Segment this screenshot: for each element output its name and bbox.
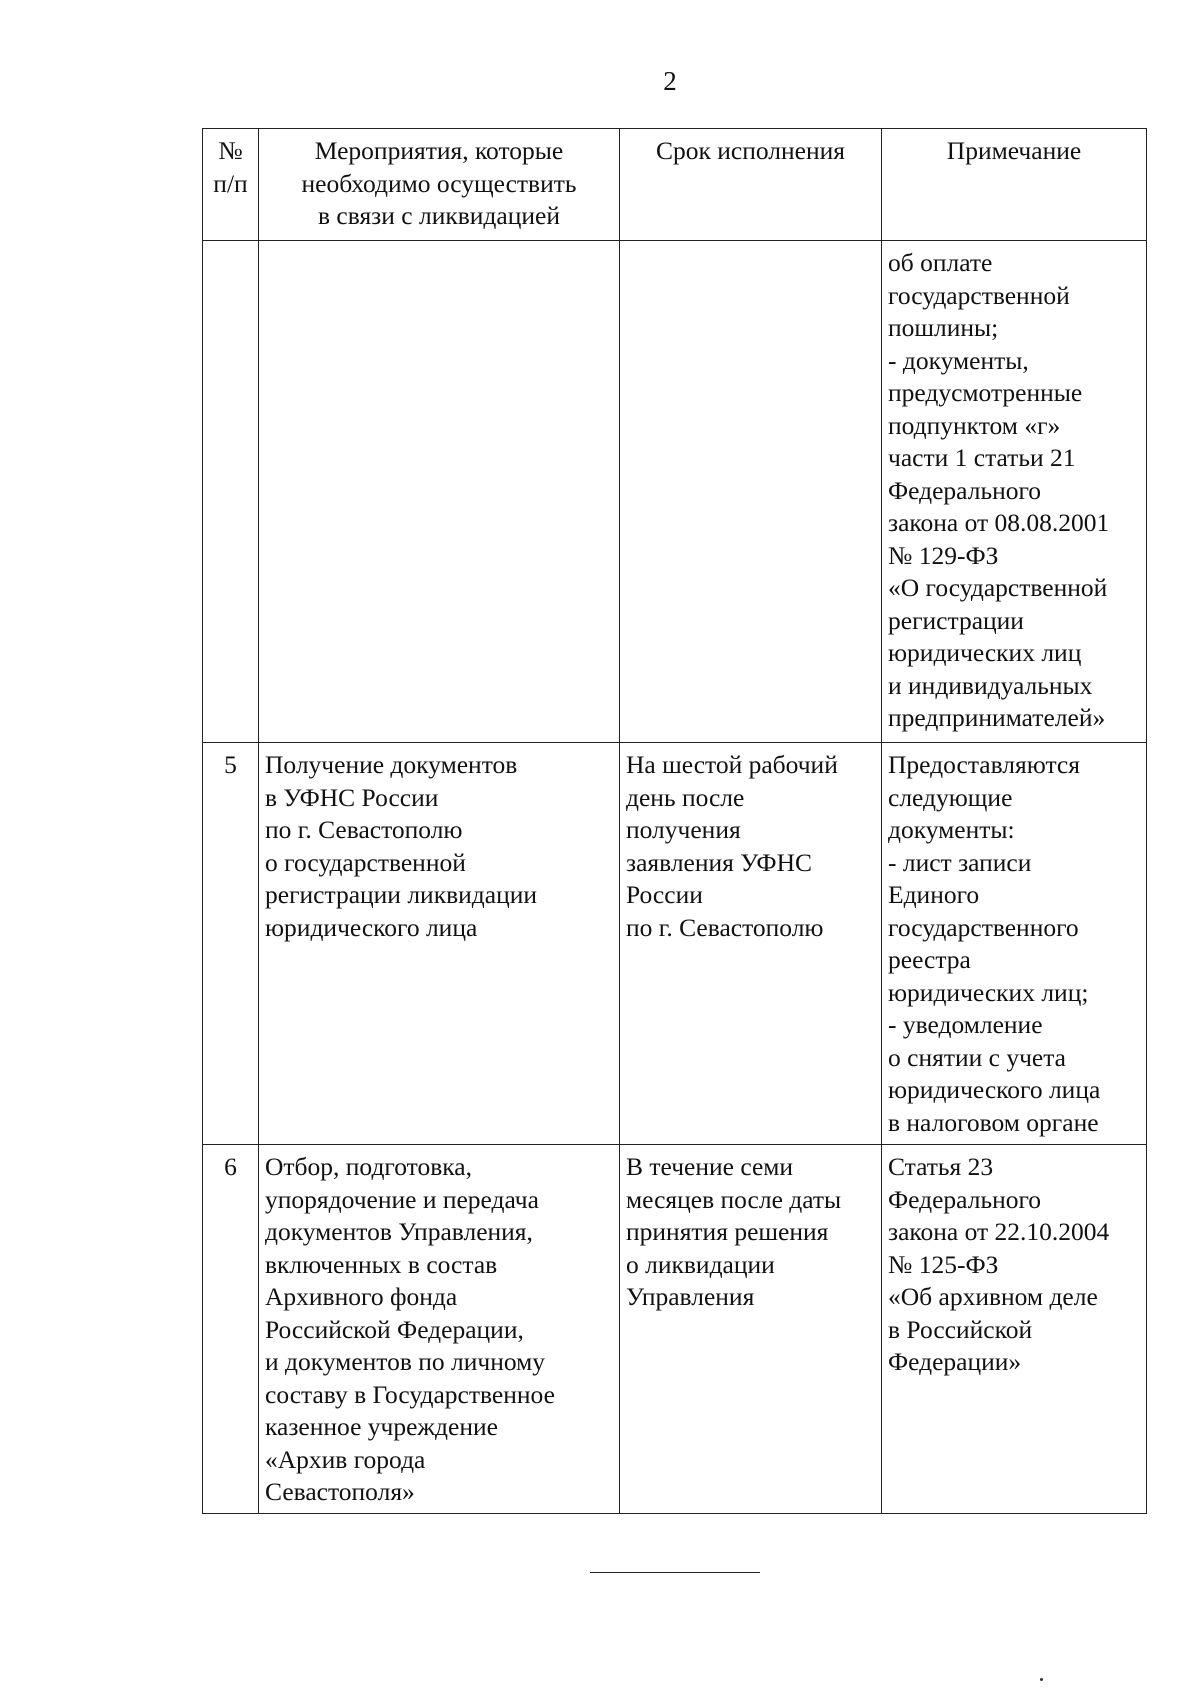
table-header-row xyxy=(203,129,1147,241)
header-number: № п/п xyxy=(203,129,259,241)
row-deadline: В течение семи месяцев после даты принятия решения о ликвидации Управления xyxy=(620,1145,882,1514)
page-number: 2 xyxy=(663,66,677,96)
header-actions: Мероприятия, которые необходимо осуществить в связи с ликвидацией xyxy=(259,129,620,241)
row-action: Отбор, подготовка, упорядочение и передача документов Управления, включенных в состав Архивного фонда Российской Федерации, и документов по личному составу в Государственное казенное учреждение «Архив города Севастополя» xyxy=(259,1145,620,1514)
row-number: 5 xyxy=(203,743,259,1145)
table-row xyxy=(203,743,1147,1145)
table-row xyxy=(203,241,1147,743)
row-action: Получение документов в УФНС России по г. Севастополю о государственной регистрации ликвидации юридического лица xyxy=(259,743,620,1145)
row-number xyxy=(203,241,259,743)
table-row xyxy=(203,1145,1147,1514)
header-deadline: Срок исполнения xyxy=(620,129,882,241)
row-deadline xyxy=(620,241,882,743)
header-note: Примечание xyxy=(882,129,1147,241)
row-number: 6 xyxy=(203,1145,259,1514)
scan-speck xyxy=(1040,1678,1043,1681)
row-deadline: На шестой рабочий день после получения заявления УФНС России по г. Севастополю xyxy=(620,743,882,1145)
row-note: Предоставляются следующие документы: - лист записи Единого государственного реестра юридических лиц; - уведомление о снятии с учета юридического лица в налоговом органе xyxy=(882,743,1147,1145)
row-note: Статья 23 Федерального закона от 22.10.2004 № 125-ФЗ «Об архивном деле в Российской Федерации» xyxy=(882,1145,1147,1514)
end-of-document-rule xyxy=(590,1572,760,1573)
liquidation-plan-table xyxy=(202,128,1147,1514)
row-action xyxy=(259,241,620,743)
row-note: об оплате государственной пошлины; - документы, предусмотренные подпунктом «г» части 1 статьи 21 Федерального закона от 08.08.2001 № 129-ФЗ «О государственной регистрации юридических лиц и индивидуальных предпринимателей» xyxy=(882,241,1147,743)
